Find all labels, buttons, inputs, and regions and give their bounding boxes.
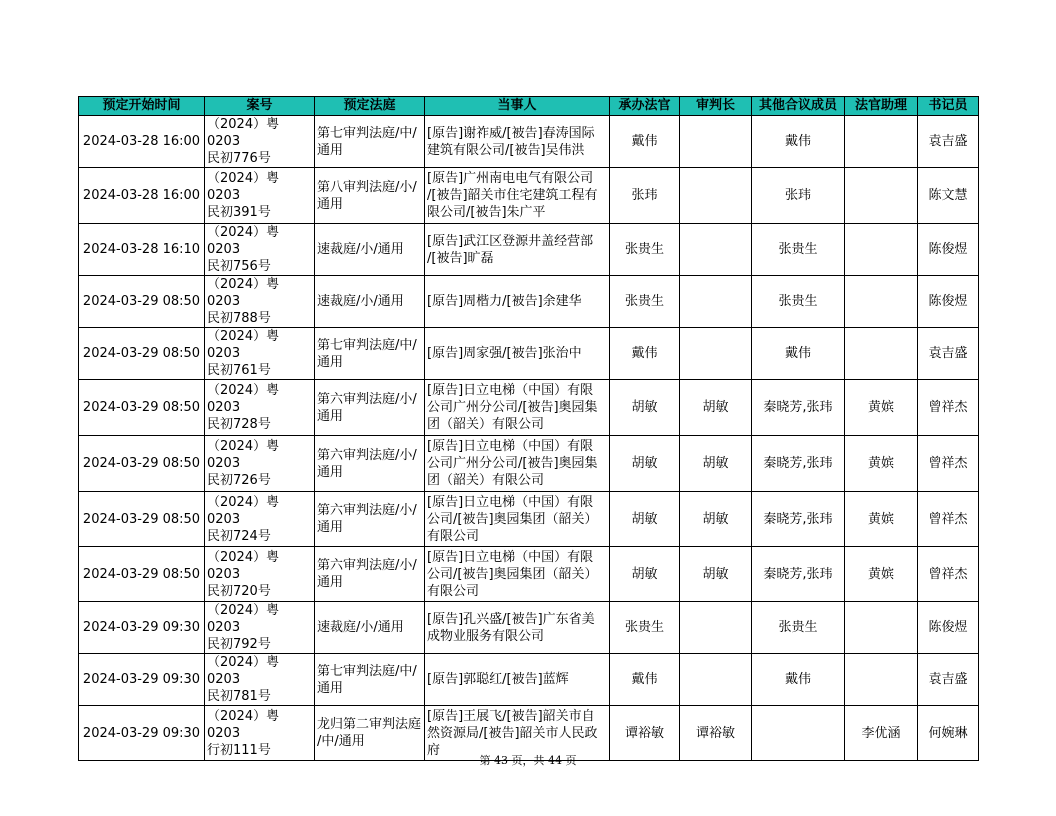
- cell-parties: [原告]日立电梯（中国）有限 公司/[被告]奥园集团（韶关） 有限公司: [425, 492, 610, 547]
- table-row: [79, 328, 979, 380]
- cell-chief-judge: 胡敏: [680, 436, 752, 492]
- cell-clerk: 袁吉盛: [918, 328, 979, 380]
- cell-time: 2024-03-29 09:30: [79, 706, 205, 761]
- cell-parties: [原告]周家强/[被告]张治中: [425, 328, 610, 380]
- cell-chief-judge: 胡敏: [680, 547, 752, 602]
- cell-time: 2024-03-29 09:30: [79, 602, 205, 654]
- header-assistant: 法官助理: [845, 97, 918, 116]
- table-row: [79, 547, 979, 602]
- cell-parties: [原告]武江区登源井盖经营部 /[被告]旷磊: [425, 224, 610, 276]
- cell-court: 龙归第二审判法庭 /中/通用: [315, 706, 425, 761]
- table-row: [79, 276, 979, 328]
- header-time: 预定开始时间: [79, 97, 205, 116]
- cell-clerk: 曾祥杰: [918, 492, 979, 547]
- table-header: [79, 97, 979, 116]
- table-body: [79, 116, 979, 761]
- cell-chief-judge: [680, 224, 752, 276]
- header-court: 预定法庭: [315, 97, 425, 116]
- cell-time: 2024-03-29 08:50: [79, 436, 205, 492]
- cell-case-number: （2024）粤0203 民初728号: [205, 380, 315, 436]
- cell-parties: [原告]郭聪红/[被告]蓝辉: [425, 654, 610, 706]
- cell-court: 速裁庭/小/通用: [315, 276, 425, 328]
- cell-chief-judge: 谭裕敏: [680, 706, 752, 761]
- cell-judge-assistant: [845, 224, 918, 276]
- cell-clerk: 袁吉盛: [918, 654, 979, 706]
- cell-time: 2024-03-28 16:10: [79, 224, 205, 276]
- cell-judge-assistant: [845, 602, 918, 654]
- cell-chief-judge: [680, 602, 752, 654]
- header-case: 案号: [205, 97, 315, 116]
- cell-time: 2024-03-29 08:50: [79, 328, 205, 380]
- table-row: [79, 168, 979, 224]
- cell-parties: [原告]谢祚威/[被告]春涛国际 建筑有限公司/[被告]吴伟洪: [425, 116, 610, 168]
- cell-judge: 胡敏: [610, 492, 680, 547]
- cell-court: 第六审判法庭/小/ 通用: [315, 380, 425, 436]
- cell-panel-members: 张贵生: [752, 602, 845, 654]
- cell-judge-assistant: [845, 168, 918, 224]
- header-members: 其他合议成员: [752, 97, 845, 116]
- cell-time: 2024-03-29 08:50: [79, 276, 205, 328]
- cell-judge: 戴伟: [610, 654, 680, 706]
- cell-case-number: （2024）粤0203 民初391号: [205, 168, 315, 224]
- cell-judge-assistant: 黄嫔: [845, 492, 918, 547]
- table-row: [79, 116, 979, 168]
- cell-clerk: 曾祥杰: [918, 436, 979, 492]
- cell-time: 2024-03-29 08:50: [79, 492, 205, 547]
- cell-parties: [原告]日立电梯（中国）有限 公司/[被告]奥园集团（韶关） 有限公司: [425, 547, 610, 602]
- cell-clerk: 陈文慧: [918, 168, 979, 224]
- cell-clerk: 陈俊煜: [918, 602, 979, 654]
- cell-clerk: 陈俊煜: [918, 276, 979, 328]
- cell-judge-assistant: [845, 654, 918, 706]
- cell-clerk: 袁吉盛: [918, 116, 979, 168]
- cell-case-number: （2024）粤0203 民初761号: [205, 328, 315, 380]
- cell-clerk: 曾祥杰: [918, 380, 979, 436]
- cell-judge-assistant: 黄嫔: [845, 547, 918, 602]
- cell-panel-members: 张贵生: [752, 224, 845, 276]
- cell-case-number: （2024）粤0203 行初111号: [205, 706, 315, 761]
- cell-case-number: （2024）粤0203 民初756号: [205, 224, 315, 276]
- page-footer: 第 43 页，共 44 页: [479, 754, 577, 767]
- cell-clerk: 曾祥杰: [918, 547, 979, 602]
- table-row: [79, 436, 979, 492]
- cell-parties: [原告]孔兴盛/[被告]广东省美 成物业服务有限公司: [425, 602, 610, 654]
- cell-panel-members: 秦晓芳,张玮: [752, 492, 845, 547]
- cell-case-number: （2024）粤0203 民初792号: [205, 602, 315, 654]
- cell-judge: 谭裕敏: [610, 706, 680, 761]
- header-judge: 承办法官: [610, 97, 680, 116]
- cell-judge: 胡敏: [610, 436, 680, 492]
- cell-parties: [原告]周楷力/[被告]余建华: [425, 276, 610, 328]
- cell-panel-members: 秦晓芳,张玮: [752, 436, 845, 492]
- cell-parties: [原告]广州南电电气有限公司 /[被告]韶关市住宅建筑工程有 限公司/[被告]朱广平: [425, 168, 610, 224]
- cell-parties: [原告]王展飞/[被告]韶关市自 然资源局/[被告]韶关市人民政 府: [425, 706, 610, 761]
- cell-panel-members: 秦晓芳,张玮: [752, 547, 845, 602]
- table-row: [79, 380, 979, 436]
- cell-court: 第六审判法庭/小/ 通用: [315, 547, 425, 602]
- header-row: [79, 97, 979, 116]
- cell-judge-assistant: [845, 328, 918, 380]
- cell-time: 2024-03-29 08:50: [79, 380, 205, 436]
- table-row: [79, 654, 979, 706]
- cell-panel-members: 戴伟: [752, 328, 845, 380]
- header-party: 当事人: [425, 97, 610, 116]
- table-row: [79, 224, 979, 276]
- cell-court: 第八审判法庭/小/ 通用: [315, 168, 425, 224]
- cell-judge: 张玮: [610, 168, 680, 224]
- cell-court: 第六审判法庭/小/ 通用: [315, 436, 425, 492]
- cell-time: 2024-03-28 16:00: [79, 168, 205, 224]
- cell-chief-judge: 胡敏: [680, 492, 752, 547]
- cell-time: 2024-03-29 09:30: [79, 654, 205, 706]
- cell-panel-members: 张玮: [752, 168, 845, 224]
- cell-court: 第七审判法庭/中/ 通用: [315, 328, 425, 380]
- cell-judge-assistant: 李优涵: [845, 706, 918, 761]
- cell-parties: [原告]日立电梯（中国）有限 公司广州分公司/[被告]奥园集 团（韶关）有限公司: [425, 380, 610, 436]
- cell-court: 第六审判法庭/小/ 通用: [315, 492, 425, 547]
- cell-judge: 胡敏: [610, 547, 680, 602]
- cell-judge: 胡敏: [610, 380, 680, 436]
- header-clerk: 书记员: [918, 97, 979, 116]
- cell-case-number: （2024）粤0203 民初776号: [205, 116, 315, 168]
- cell-judge: 戴伟: [610, 328, 680, 380]
- cell-panel-members: 戴伟: [752, 116, 845, 168]
- cell-case-number: （2024）粤0203 民初724号: [205, 492, 315, 547]
- cell-chief-judge: 胡敏: [680, 380, 752, 436]
- table-row: [79, 492, 979, 547]
- cell-judge-assistant: 黄嫔: [845, 380, 918, 436]
- cell-panel-members: 戴伟: [752, 654, 845, 706]
- cell-court: 速裁庭/小/通用: [315, 602, 425, 654]
- cell-panel-members: 秦晓芳,张玮: [752, 380, 845, 436]
- cell-case-number: （2024）粤0203 民初726号: [205, 436, 315, 492]
- cell-chief-judge: [680, 328, 752, 380]
- cell-case-number: （2024）粤0203 民初781号: [205, 654, 315, 706]
- table-row: [79, 602, 979, 654]
- cell-case-number: （2024）粤0203 民初788号: [205, 276, 315, 328]
- cell-judge: 张贵生: [610, 224, 680, 276]
- cell-time: 2024-03-28 16:00: [79, 116, 205, 168]
- cell-chief-judge: [680, 168, 752, 224]
- cell-court: 第七审判法庭/中/ 通用: [315, 654, 425, 706]
- cell-judge: 戴伟: [610, 116, 680, 168]
- cell-judge: 张贵生: [610, 276, 680, 328]
- cell-court: 第七审判法庭/中/ 通用: [315, 116, 425, 168]
- cell-chief-judge: [680, 654, 752, 706]
- cell-parties: [原告]日立电梯（中国）有限 公司广州分公司/[被告]奥园集 团（韶关）有限公司: [425, 436, 610, 492]
- cell-judge-assistant: [845, 276, 918, 328]
- cell-judge-assistant: 黄嫔: [845, 436, 918, 492]
- cell-judge: 张贵生: [610, 602, 680, 654]
- cell-time: 2024-03-29 08:50: [79, 547, 205, 602]
- cell-chief-judge: [680, 116, 752, 168]
- cell-chief-judge: [680, 276, 752, 328]
- cell-panel-members: 张贵生: [752, 276, 845, 328]
- cell-court: 速裁庭/小/通用: [315, 224, 425, 276]
- cell-clerk: 何婉琳: [918, 706, 979, 761]
- hearing-schedule-table: [78, 96, 979, 761]
- cell-case-number: （2024）粤0203 民初720号: [205, 547, 315, 602]
- cell-clerk: 陈俊煜: [918, 224, 979, 276]
- cell-judge-assistant: [845, 116, 918, 168]
- header-chief: 审判长: [680, 97, 752, 116]
